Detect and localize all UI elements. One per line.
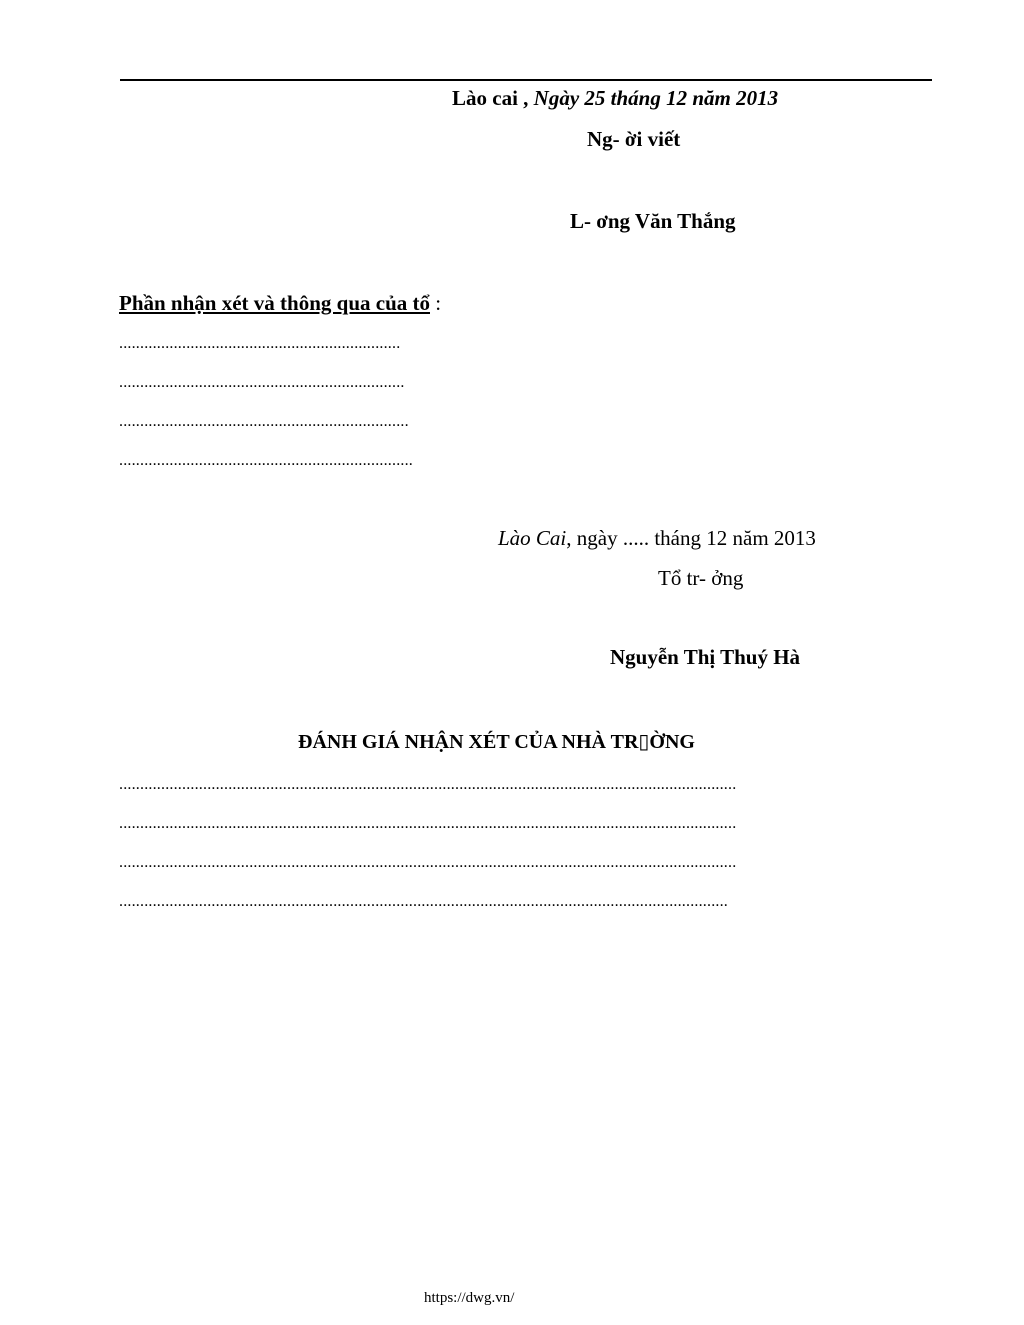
school-review-heading: ĐÁNH GIÁ NHẬN XÉT CỦA NHÀ TR▯ỜNG (298, 731, 695, 753)
top-rule (120, 79, 932, 81)
place-date-line (452, 88, 778, 109)
school-dot-line-1: ................................................................................................................................................... (119, 777, 737, 793)
school-dot-line-3: ................................................................................................................................................... (119, 855, 737, 871)
group-dot-line-4: ...................................................................... (119, 453, 413, 469)
sign-place: Lào Cai (498, 526, 567, 550)
date-text: Ngày 25 tháng 12 năm 2013 (533, 86, 779, 110)
group-dot-line-3: ..................................................................... (119, 414, 409, 430)
school-dot-line-4: ................................................................................................................................................. (119, 894, 728, 910)
place-label: Lào cai , (452, 86, 534, 110)
group-review-heading: Phần nhận xét và thông qua của tổ (119, 291, 430, 315)
sign-date: , ngày ..... tháng 12 năm 2013 (566, 526, 816, 550)
group-dot-line-1: ................................................................... (119, 336, 401, 352)
footer-url[interactable]: https://dwg.vn/ (424, 1290, 515, 1306)
group-review-heading-suffix: : (430, 291, 442, 315)
writer-title: Ng- ời viết (587, 127, 681, 151)
group-leader-title: Tổ tr- ởng (658, 566, 744, 590)
school-dot-line-2: ................................................................................................................................................... (119, 816, 737, 832)
group-dot-line-2: .................................................................... (119, 375, 405, 391)
group-review-heading-line (119, 293, 441, 314)
group-leader-name: Nguyễn Thị Thuý Hà (610, 645, 801, 669)
sign-place-date-line (498, 528, 816, 549)
writer-name: L- ơng Văn Thắng (570, 209, 736, 233)
